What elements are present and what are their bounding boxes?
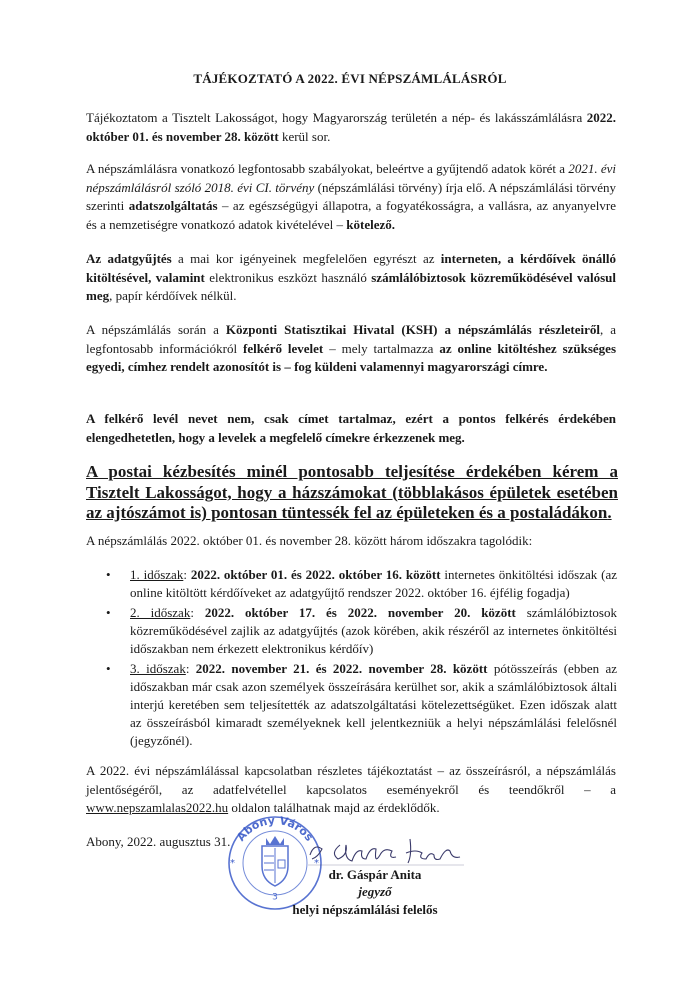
bold-text: 2022. október 01. és november 28. között	[86, 110, 616, 144]
coat-of-arms-icon	[262, 836, 288, 886]
text-run: – mely tartalmazza	[323, 340, 440, 356]
bold-text: számlálóbiztosok közreműködésével valósul meg	[86, 269, 616, 303]
text-run: A népszámlálás során a	[86, 322, 226, 337]
bold-text: az online kitöltéshez szükséges egyedi, címhez rendelt azonosítót is – fog küldeni valamennyi magyarországi címre.	[86, 340, 617, 374]
place-date: Abony, 2022. augusztus 31.	[86, 834, 231, 849]
text-run: A 2022. évi népszámlálással kapcsolatban részletes tájékoztatást – az összeírásról, a népszámlálás jelentőségéről, az adatfelvétellel kapcsolatos eseményekről és teendőkről – a	[86, 763, 616, 797]
text-run: a mai kor igényeinek megfelelően egyrészt az	[171, 251, 441, 266]
svg-text:*: *	[230, 858, 235, 869]
text-run: , a legfontosabb információkról	[86, 322, 616, 356]
text-run: elektronikus eszközt használó	[204, 269, 372, 285]
period-dates: 2022. november 21. és 2022. november 28. között	[195, 661, 488, 676]
signer-role: helyi népszámlálási felelős	[292, 902, 438, 917]
highlight-text: A postai kézbesítés minél pontosabb teljesítése érdekében kérem a Tisztelt Lakosságot, hogy a házszámokat (többlakásos épületek esetében az ajtószámot is) pontosan tüntessék fel az épületeken és a postaládákon	[86, 462, 618, 522]
period-dates: 2022. október 01. és 2022. október 16. között	[190, 567, 441, 582]
bold-text: kötelező.	[346, 216, 395, 232]
text-run: kerül sor.	[278, 128, 331, 144]
bold-text: Az adatgyűjtés	[86, 251, 172, 266]
rules-paragraph	[86, 160, 616, 234]
bullet-icon: •	[106, 661, 111, 676]
periods-intro: A népszámlálás 2022. október 01. és november 28. között három időszakra tagolódik:	[86, 533, 533, 548]
period-label: 2. időszak	[130, 605, 191, 620]
ksh-letter-paragraph	[86, 321, 616, 377]
text-run: .	[607, 503, 612, 522]
period-description: internetes önkitöltési időszak (az online kitöltött kérdőíveket az adatgyűjtő rendszer 2022. október 16. éjfélig fogadja)	[130, 567, 617, 600]
text-run: , papír kérdőívek nélkül.	[109, 288, 237, 303]
text-run: (népszámlálási törvény) írja elő. A népszámlálási törvény szerinti	[86, 179, 616, 213]
more-info-paragraph	[86, 762, 616, 818]
period-description: pótösszeírás (ebben az időszakban már csak azon személyek összeírására kerülhet sor, akik a számlálóbiztosok általi interjú keretében sem teljesítették az adatszolgáltatási kötelezettségüket. Ezen időszak alatt az összeírásból kimaradt személyeknek kell jelentkezniük a helyi népszámlálási felelősnél (jegyzőnél).	[130, 661, 617, 748]
stamp-bottom-text: 3	[272, 892, 278, 903]
bold-text: interneten, a kérdőívek önálló kitöltésével, valamint	[86, 251, 617, 285]
intro-paragraph	[86, 109, 616, 146]
house-number-request	[86, 462, 618, 524]
text-run: oldalon találhatnak majd az érdeklődők.	[228, 800, 440, 815]
period-label: 3. időszak	[130, 661, 186, 676]
law-reference: 2021. évi népszámlálásról szóló 2018. évi CI. törvény	[86, 161, 616, 195]
data-collection-paragraph	[86, 250, 616, 306]
periods-list	[100, 566, 617, 752]
website-link[interactable]: www.nepszamlalas2022.hu	[86, 800, 229, 815]
period-dates: 2022. október 17. és 2022. november 20. között	[204, 605, 516, 620]
bullet-icon: •	[106, 605, 111, 620]
list-item	[100, 604, 617, 658]
text-run: Tájékoztatom a Tisztelt Lakosságot, hogy Magyarország területén a nép- és lakásszámlálásra	[86, 110, 587, 125]
document-title: TÁJÉKOZTATÓ A 2022. ÉVI NÉPSZÁMLÁLÁSRÓL	[193, 71, 507, 86]
bold-text: adatszolgáltatás	[128, 198, 218, 213]
bold-text: Központi Statisztikai Hivatal (KSH) a népszámlálás részleteiről	[225, 322, 600, 337]
signer-name: dr. Gáspár Anita	[328, 867, 422, 882]
text-run: :	[183, 567, 191, 582]
text-run: A népszámlálásra vonatkozó legfontosabb szabályokat, beleértve a gyűjtendő adatok körét a	[86, 161, 569, 176]
text-run: – az egészségügyi állapotra, a fogyatékosságra, a vallásra, az anyanyelvre és a nemzetiségre vonatkozó adatok kivételével –	[86, 198, 616, 232]
text-run: :	[185, 661, 196, 676]
address-notice-paragraph: A felkérő levél nevet nem, csak címet tartalmaz, ezért a pontos felkérés érdekében elengedhetetlen, hogy a levelek a megfelelő címekre érkezzenek meg.	[86, 411, 616, 445]
svg-text:*: *	[314, 858, 319, 869]
text-run: :	[190, 605, 205, 620]
period-description: számlálóbiztosok közreműködésével zajlik az adatgyűjtés (azok körében, akik részéről az internetes önkitöltési időszakban nem érkezett elektronikus kérdőív)	[130, 605, 617, 656]
period-label: 1. időszak	[130, 567, 184, 582]
list-item	[100, 566, 617, 602]
list-item	[100, 660, 617, 750]
bullet-icon: •	[106, 567, 111, 582]
bold-text: felkérő levelet	[242, 340, 324, 356]
stamp-text: Abony Város	[234, 813, 316, 844]
signer-title: jegyző	[358, 884, 392, 899]
